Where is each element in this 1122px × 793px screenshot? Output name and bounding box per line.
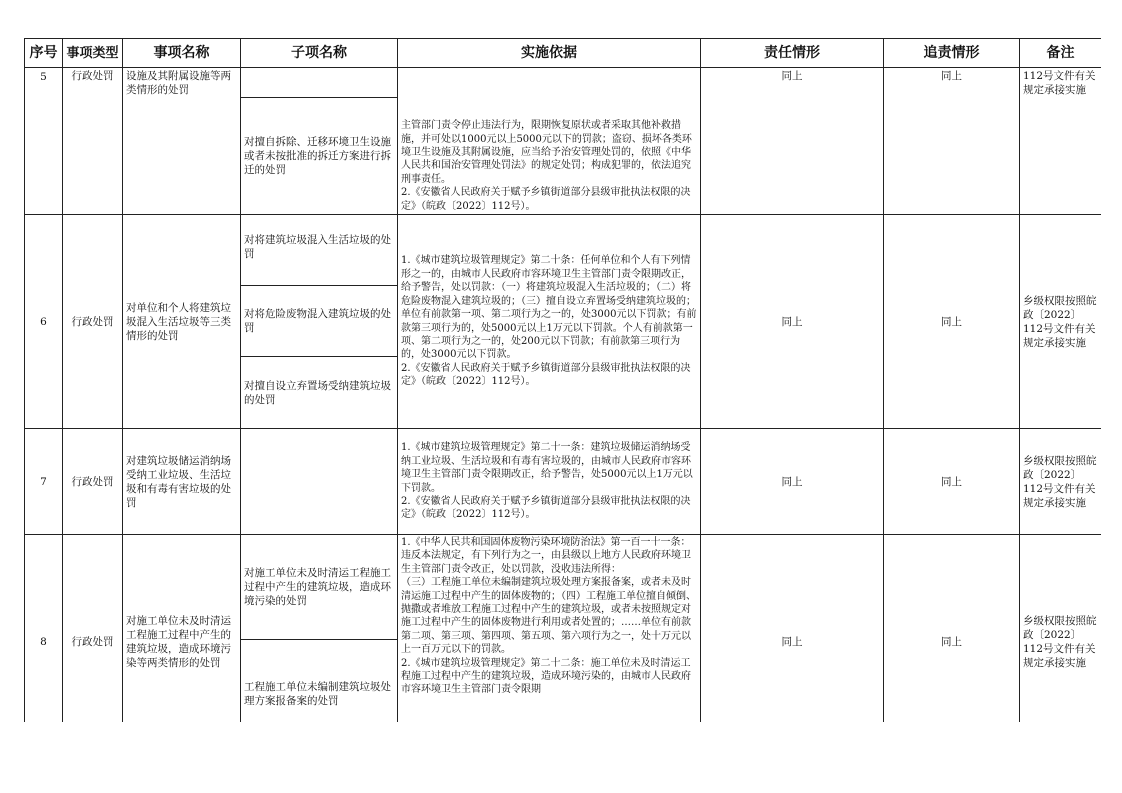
row-sub-name: 对擅自设立弃置场受纳建筑垃圾的处罚 xyxy=(241,357,398,429)
row-accountability: 同上 xyxy=(884,68,1020,215)
basis-paragraph: 1.《城市建筑垃圾管理规定》第二十条：任何单位和个人有下列情形之一的，由城市人民政府市容环境卫生主管部门责令限期改正，给予警告，处以罚款：（一）将建筑垃圾混入生活垃圾的；（二）将危险废物混入建筑垃圾的；（三）擅自设立弃置场受纳建筑垃圾的；单位有前款第一项、第二项行为之一的，处3000元以下罚款；有前款第三项行为的，处5000元以上1万元以下罚款。个人有前款第一项、第二项行为之一的，处200元以下罚款；有前款第三项行为的，处3000元以下罚款。 xyxy=(401,255,697,361)
row-basis xyxy=(398,429,701,535)
row-note: 112号文件有关规定承接实施 xyxy=(1020,68,1102,215)
row-basis xyxy=(398,68,701,215)
row-responsibility: 同上 xyxy=(701,215,884,429)
header-accountability: 追责情形 xyxy=(884,39,1020,68)
header-note: 备注 xyxy=(1020,39,1102,68)
basis-paragraph: 2.《安徽省人民政府关于赋予乡镇街道部分县级审批执法权限的决定》（皖政〔2022〕112号）。 xyxy=(401,495,691,521)
row-no: 8 xyxy=(25,535,63,723)
header-row xyxy=(25,39,1102,68)
row-responsibility: 同上 xyxy=(701,429,884,535)
row-basis xyxy=(398,535,701,723)
header-no: 序号 xyxy=(25,39,63,68)
row-item-name: 对建筑垃圾储运消纳场受纳工业垃圾、生活垃圾和有毒有害垃圾的处罚 xyxy=(123,429,241,535)
header-responsibility: 责任情形 xyxy=(701,39,884,68)
row-type: 行政处罚 xyxy=(63,68,123,215)
row-sub-name: 对擅自拆除、迁移环境卫生设施或者未按批准的拆迁方案进行拆迁的处罚 xyxy=(241,98,398,215)
row-item-name: 对单位和个人将建筑垃圾混入生活垃圾等三类情形的处罚 xyxy=(123,215,241,429)
table-row xyxy=(25,68,1102,98)
header-sub-name: 子项名称 xyxy=(241,39,398,68)
row-sub-name: 对将建筑垃圾混入生活垃圾的处罚 xyxy=(241,215,398,286)
basis-paragraph: 2.《安徽省人民政府关于赋予乡镇街道部分县级审批执法权限的决定》（皖政〔2022〕112号）。 xyxy=(401,362,691,388)
basis-paragraph: 1.《城市建筑垃圾管理规定》第二十一条：建筑垃圾储运消纳场受纳工业垃圾、生活垃圾和有毒有害垃圾的，由城市人民政府市容环境卫生主管部门责令限期改正，给予警告，处5000元以上1万元以下罚款。 xyxy=(401,442,693,494)
table-row xyxy=(25,215,1102,286)
row-sub-name xyxy=(241,68,398,98)
row-accountability: 同上 xyxy=(884,535,1020,723)
row-no: 7 xyxy=(25,429,63,535)
header-basis: 实施依据 xyxy=(398,39,701,68)
basis-paragraph: 1.《中华人民共和国固体废物污染环境防治法》第一百一十一条：违反本法规定，有下列行为之一，由县级以上地方人民政府环境卫生主管部门责令改正，处以罚款，没收违法所得： xyxy=(401,537,691,575)
row-sub-name: 对施工单位未及时清运工程施工过程中产生的建筑垃圾，造成环境污染的处罚 xyxy=(241,535,398,640)
row-note: 乡级权限按照皖政〔2022〕112号文件有关规定承接实施 xyxy=(1020,535,1102,723)
row-basis xyxy=(398,215,701,429)
row-sub-name xyxy=(241,429,398,535)
row-responsibility: 同上 xyxy=(701,535,884,723)
header-item-name: 事项名称 xyxy=(123,39,241,68)
row-sub-name: 对将危险废物混入建筑垃圾的处罚 xyxy=(241,286,398,357)
basis-paragraph: 2.《城市建筑垃圾管理规定》第二十二条：施工单位未及时清运工程施工过程中产生的建筑垃圾，造成环境污染的，由城市人民政府市容环境卫生主管部门责令限期 xyxy=(401,657,691,696)
header-type: 事项类型 xyxy=(63,39,123,68)
document-sheet xyxy=(24,38,1101,722)
table-row xyxy=(25,429,1102,535)
row-sub-name: 工程施工单位未编制建筑垃圾处理方案报备案的处罚 xyxy=(241,640,398,723)
row-item-name: 设施及其附属设施等两类情形的处罚 xyxy=(123,68,241,215)
row-no: 6 xyxy=(25,215,63,429)
row-type: 行政处罚 xyxy=(63,535,123,723)
row-item-name: 对施工单位未及时清运工程施工过程中产生的建筑垃圾，造成环境污染等两类情形的处罚 xyxy=(123,535,241,723)
row-accountability: 同上 xyxy=(884,429,1020,535)
matters-table xyxy=(24,38,1101,722)
row-no: 5 xyxy=(25,68,63,215)
basis-paragraph: 2.《安徽省人民政府关于赋予乡镇街道部分县级审批执法权限的决定》（皖政〔2022〕112号）。 xyxy=(401,187,691,212)
row-type: 行政处罚 xyxy=(63,215,123,429)
basis-paragraph: 主管部门责令停止违法行为，限期恢复原状或者采取其他补救措施，并可处以1000元以上5000元以下的罚款；盗窃、损坏各类环境卫生设施及其附属设施，应当给予治安管理处罚的，依照《中华人民共和国治安管理处罚法》的规定处罚；构成犯罪的，依法追究刑事责任。 xyxy=(401,120,692,185)
row-note: 乡级权限按照皖政〔2022〕112号文件有关规定承接实施 xyxy=(1020,429,1102,535)
row-responsibility: 同上 xyxy=(701,68,884,215)
row-type: 行政处罚 xyxy=(63,429,123,535)
row-accountability: 同上 xyxy=(884,215,1020,429)
basis-paragraph: （三）工程施工单位未编制建筑垃圾处理方案报备案，或者未及时清运施工过程中产生的固体废物的；（四）工程施工单位擅自倾倒、抛撒或者堆放工程施工过程中产生的建筑垃圾，或者未按照规定对施工过程中产生的固体废物进行利用或者处置的；……单位有前款第二项、第三项、第四项、第五项、第六项行为之一，处十万元以上一百万元以下的罚款。 xyxy=(401,577,696,656)
table-row xyxy=(25,535,1102,640)
row-note: 乡级权限按照皖政〔2022〕112号文件有关规定承接实施 xyxy=(1020,215,1102,429)
